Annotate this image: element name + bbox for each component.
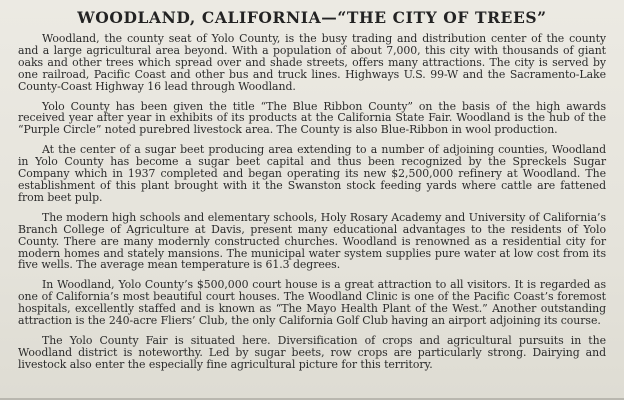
- paragraph-schools-and-homes: The modern high schools and elementary schools, Holy Rosary Academy and University of California’s Branch College of Agriculture at Davis, present many educational advantages to the residents of Yolo County. There are many modernly constructed churches. Woodland is renowned as a residential city for modern homes and stately mansions. The municipal water system supplies pure water at low cost from its five wells. The average mean temperature is 61.3 degrees.: [18, 210, 606, 272]
- paragraph-county-fair: The Yolo County Fair is situated here. Diversification of crops and agricultural pursuits in the Woodland district is noteworthy. Led by sugar beets, row crops are particularly strong. Dairying and livestock also enter the especially fine agricultural picture for this territory.: [18, 333, 606, 371]
- paragraph-court-house-and-clinic: In Woodland, Yolo County’s $500,000 court house is a great attraction to all visitors. It is regarded as one of California’s most beautiful court houses. The Woodland Clinic is one of the Pacific Coast’s foremost hospitals, excellently staffed and is known as “The Mayo Health Plant of the West.” Another outstanding attraction is the 240-acre Fliers’ Club, the only California Golf Club having an airport adjoining its course.: [18, 278, 606, 328]
- paragraph-woodland-overview: Woodland, the county seat of Yolo County, is the busy trading and distribution center of the county and a large agricultural area beyond. With a population of about 7,000, this city with thousands of giant oaks and other trees which spread over and shade streets, offers many attractions. The city is served by one railroad, Pacific Coast and other bus and truck lines. Highways U.S. 99-W and the Sacramento-Lake County-Coast Highway 16 lead through Woodland.: [18, 32, 606, 93]
- paragraph-blue-ribbon-county: Yolo County has been given the title “The Blue Ribbon County” on the basis of the high awards received year after year in exhibits of its products at the California State Fair. Woodland is the hub of the “Purple Circle” noted purebred livestock area. The County is also Blue-Ribbon in wool production.: [18, 99, 606, 137]
- page-title: WOODLAND, CALIFORNIA—“THE CITY OF TREES”: [77, 8, 547, 27]
- paragraph-sugar-beet-capital: At the center of a sugar beet producing area extending to a number of adjoining counties, Woodland in Yolo County has become a sugar beet capital and thus been recognized by the Spreckels Sugar Company which in 1937 completed and began operating its new $2,500,000 refinery at Woodland. The establishment of this plant brought with it the Swanston stock feeding yards where cattle are fattened from beet pulp.: [18, 143, 606, 204]
- article-body: [18, 33, 606, 379]
